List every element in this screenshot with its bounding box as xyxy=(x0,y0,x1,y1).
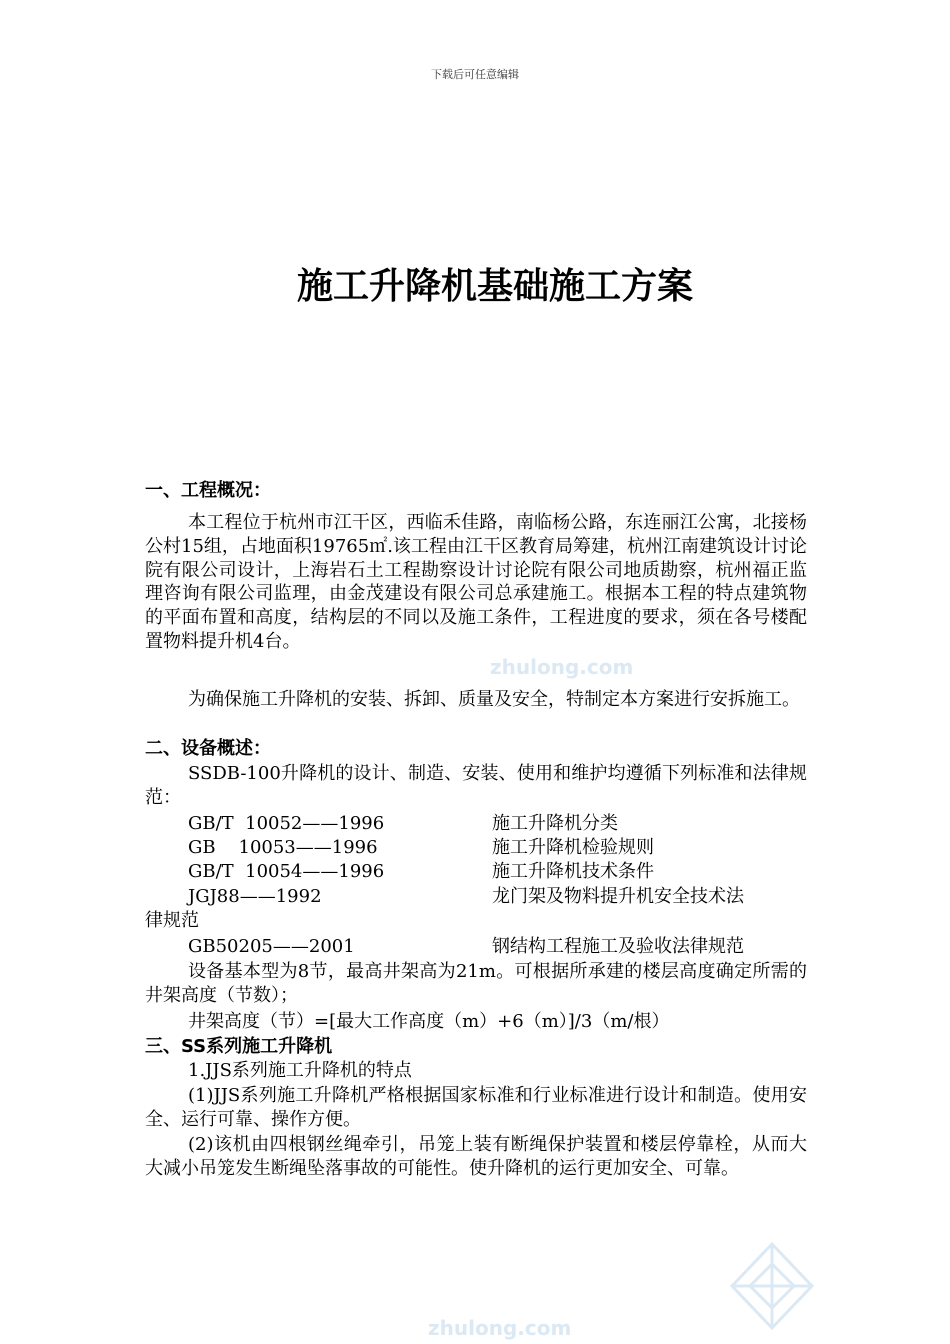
standard-name-wrap: 律规范 xyxy=(145,910,199,931)
standard-code: GB/T 10054——1996 xyxy=(188,861,385,882)
header-note: 下载后可任意编辑 xyxy=(431,68,519,81)
watermark-bottom: zhulong.com xyxy=(428,1316,572,1340)
section-2-paragraph-1: SSDB-100升降机的设计、制造、安装、使用和维护均遵循下列标准和法律规范： xyxy=(145,763,807,808)
section-2-heading: 二、设备概述： xyxy=(145,738,271,759)
section-3-paragraph-3: (2)该机由四根钢丝绳牵引，吊笼上装有断绳保护装置和楼层停靠栓，从而大大减小吊笼发生断绳坠落事故的可能性。使升降机的运行更加安全、可靠。 xyxy=(145,1134,807,1179)
watermark-logo-icon xyxy=(722,1236,822,1336)
standard-name: 施工升降机检验规则 xyxy=(492,837,654,858)
standard-code: JGJ88——1992 xyxy=(188,886,322,907)
section-1-paragraph-1: 本工程位于杭州市江干区，西临禾佳路，南临杨公路，东连丽江公寓，北接杨公村15组，占地面积19765㎡.该工程由江干区教育局筹建，杭州江南建筑设计讨论院有限公司设计，上海岩石土工程勘察设计讨论院有限公司地质勘察，杭州福正监理咨询有限公司监理，由金茂建设有限公司总承建施工。根据本工程的特点建筑物的平面布置和高度，结构层的不同以及施工条件，工程进度的要求，须在各号楼配置物料提升机4台。 xyxy=(145,512,807,652)
standard-name: 施工升降机技术条件 xyxy=(492,861,654,882)
section-1-paragraph-2: 为确保施工升降机的安装、拆卸、质量及安全，特制定本方案进行安拆施工。 xyxy=(188,689,800,710)
section-2-paragraph-3: 井架高度（节）=[最大工作高度（m）+6（m）]/3（m/根） xyxy=(188,1011,670,1032)
standard-name: 钢结构工程施工及验收法律规范 xyxy=(492,936,744,957)
standard-code: GB 10053——1996 xyxy=(188,837,378,858)
section-3-paragraph-2: (1)JJS系列施工升降机严格根据国家标准和行业标准进行设计和制造。使用安全、运行可靠、操作方便。 xyxy=(145,1085,807,1130)
section-3-heading: 三、SS系列施工升降机 xyxy=(145,1036,333,1057)
section-2-paragraph-2: 设备基本型为8节，最高井架高为21m。可根据所承建的楼层高度确定所需的井架高度（节数）； xyxy=(145,961,807,1006)
standard-name: 龙门架及物料提升机安全技术法 xyxy=(492,886,744,907)
standard-code: GB/T 10052——1996 xyxy=(188,813,385,834)
section-3-paragraph-1: 1.JJS系列施工升降机的特点 xyxy=(188,1060,412,1081)
standard-code: GB50205——2001 xyxy=(188,936,355,957)
watermark-mid: zhulong.com xyxy=(490,655,634,679)
section-1-heading: 一、工程概况： xyxy=(145,480,271,501)
standard-name: 施工升降机分类 xyxy=(492,813,618,834)
document-title: 施工升降机基础施工方案 xyxy=(296,266,693,307)
